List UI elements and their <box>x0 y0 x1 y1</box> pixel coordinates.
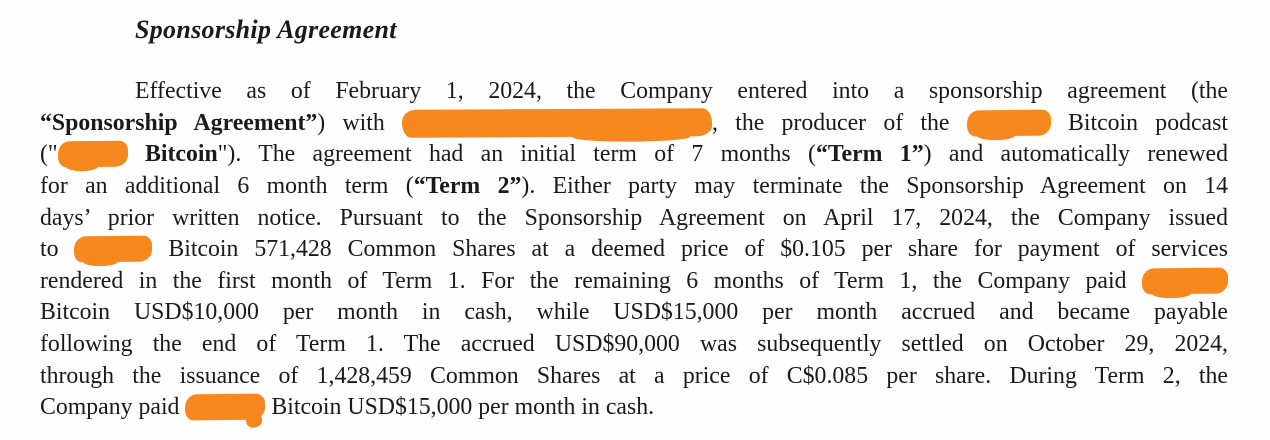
paragraph-line <box>40 361 1228 393</box>
paragraph-line <box>40 329 1228 361</box>
podcast-name-redaction-mark <box>74 236 152 263</box>
text-segment: "). The agreement had an initial term of 7 months ( <box>217 141 816 168</box>
bold-text-segment: “Term 1” <box>815 141 924 168</box>
paragraph-line <box>40 76 1228 108</box>
text-segment: through the issuance of 1,428,459 Common Shares at a price of C$0.085 per share. During Term 2, the <box>40 362 1228 389</box>
text-segment: ) with <box>317 109 403 136</box>
text-segment: (" <box>40 141 58 168</box>
podcast-name-redaction-mark <box>1142 267 1228 294</box>
podcast-name-redaction-mark <box>967 109 1051 136</box>
text-segment: Bitcoin USD$10,000 per month in cash, while USD$15,000 per month accrued and became payable <box>40 299 1228 326</box>
paragraph-line <box>40 266 1228 298</box>
paragraph-line <box>40 171 1228 203</box>
paragraph-line <box>40 297 1228 329</box>
podcast-name-redaction-mark <box>58 141 128 168</box>
paragraph-line <box>40 108 1228 140</box>
text-segment <box>128 141 145 167</box>
bold-text-segment: “Sponsorship Agreement” <box>40 109 318 136</box>
paragraph-line <box>40 139 1228 171</box>
text-segment: Company paid <box>40 394 186 421</box>
agreement-paragraph <box>40 76 1228 424</box>
section-title: Sponsorship Agreement <box>135 15 397 44</box>
text-segment: ). Either party may terminate the Sponsorship Agreement on 14 <box>521 172 1228 199</box>
paragraph-line <box>40 392 1228 424</box>
paragraph-line <box>40 203 1228 235</box>
text-segment: ) and automatically renewed <box>923 141 1228 168</box>
text-segment: for an additional 6 month term ( <box>40 172 414 199</box>
producer-name-redaction-mark <box>402 108 712 138</box>
text-segment: Bitcoin 571,428 Common Shares at a deemed price of $0.105 per share for payment of services <box>152 236 1228 263</box>
text-segment: to <box>40 236 75 263</box>
text-segment: following the end of Term 1. The accrued USD$90,000 was subsequently settled on October 29, 2024, <box>40 330 1228 357</box>
text-segment: Effective as of February 1, 2024, the Company entered into a sponsorship agreement (the <box>135 78 1228 105</box>
text-segment: Bitcoin USD$15,000 per month in cash. <box>265 394 655 421</box>
text-segment: Bitcoin podcast <box>1050 109 1228 136</box>
bold-text-segment: “Term 2” <box>413 172 522 199</box>
text-segment: days’ prior written notice. Pursuant to the Sponsorship Agreement on April 17, 2024, the Company issued <box>40 204 1228 231</box>
text-segment: , the producer of the <box>712 109 967 136</box>
bold-text-segment: Bitcoin <box>144 141 218 168</box>
paragraph-line <box>40 234 1228 266</box>
text-segment: rendered in the first month of Term 1. For the remaining 6 months of Term 1, the Company paid <box>40 267 1142 294</box>
podcast-name-redaction-mark <box>185 394 265 421</box>
